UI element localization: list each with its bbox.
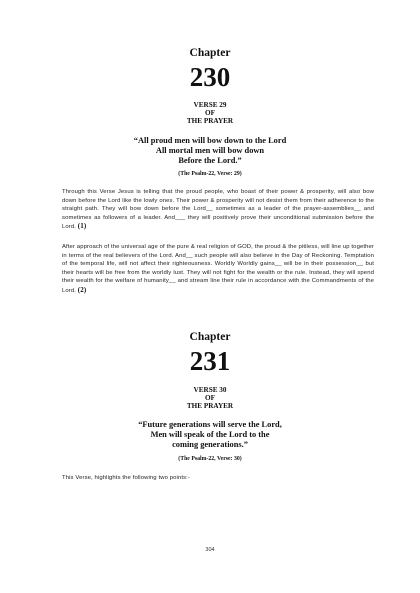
- verse-quote-line: “Future generations will serve the Lord,: [138, 420, 282, 429]
- verse-heading-line: OF: [205, 109, 215, 117]
- verse-quote-line: coming generations.”: [172, 440, 248, 449]
- verse-quote-line: Before the Lord.”: [178, 156, 242, 165]
- paragraph-text: After approach of the universal age of the pure & real religion of GOD, the proud & the pitiless, will line up together in terms of the real believers of the Lord. And__ such people will also believe in the Day of Reckoning. Temptation of the temporal life, will not affect their righteousness. Worldly Worldly gains__ will be in their possession__ but their hearts will be free from the worldly lust. They will not fight for the wealth or the rule. Instead, they will spend their wealth for the welfare of humanity__ and stream line their rule in accordance with the Commandments of the Lord.: [62, 244, 374, 294]
- page-number: 304: [205, 547, 215, 553]
- verse-heading-line: THE PRAYER: [186, 402, 234, 410]
- verse-heading-line: VERSE 29: [193, 101, 227, 109]
- verse-reference: (The Psalm-22, Verse: 30): [178, 456, 242, 462]
- verse-quote-line: “All proud men will bow down to the Lord: [133, 136, 287, 145]
- verse-heading-line: VERSE 30: [193, 386, 227, 394]
- verse-reference: (The Psalm-22, Verse: 29): [178, 171, 242, 177]
- chapter-number: 231: [189, 346, 231, 376]
- verse-heading-line: THE PRAYER: [186, 117, 234, 125]
- verse-heading-line: OF: [205, 394, 215, 402]
- verse-quote-line: All mortal men will bow down: [155, 146, 265, 155]
- paragraph-text: This Verse, highlights the following two points:-: [62, 475, 191, 481]
- chapter-number: 230: [189, 62, 231, 92]
- chapter-label: Chapter: [189, 331, 231, 343]
- verse-quote-line: Men will speak of the Lord to the: [150, 430, 270, 439]
- commentary-paragraph: [62, 188, 374, 232]
- commentary-paragraph: [62, 243, 374, 295]
- commentary-paragraph: [62, 474, 374, 483]
- chapter-label: Chapter: [189, 47, 231, 59]
- paragraph-text: Through this Verse Jesus is telling that the proud people, who boast of their power & prosperity, will also bow down before the Lord like the lowly ones. Their power & prosperity will not desist them from their adherence to the straight path. They will bow down before the Lord__ sometimes as a leader of the prayer-assemblies__ and sometimes as followers of a leader. And___ they will positively prove their unconditional submission before the Lord.: [62, 189, 374, 230]
- footnote-marker: (2): [77, 285, 87, 294]
- footnote-marker: (1): [77, 222, 87, 230]
